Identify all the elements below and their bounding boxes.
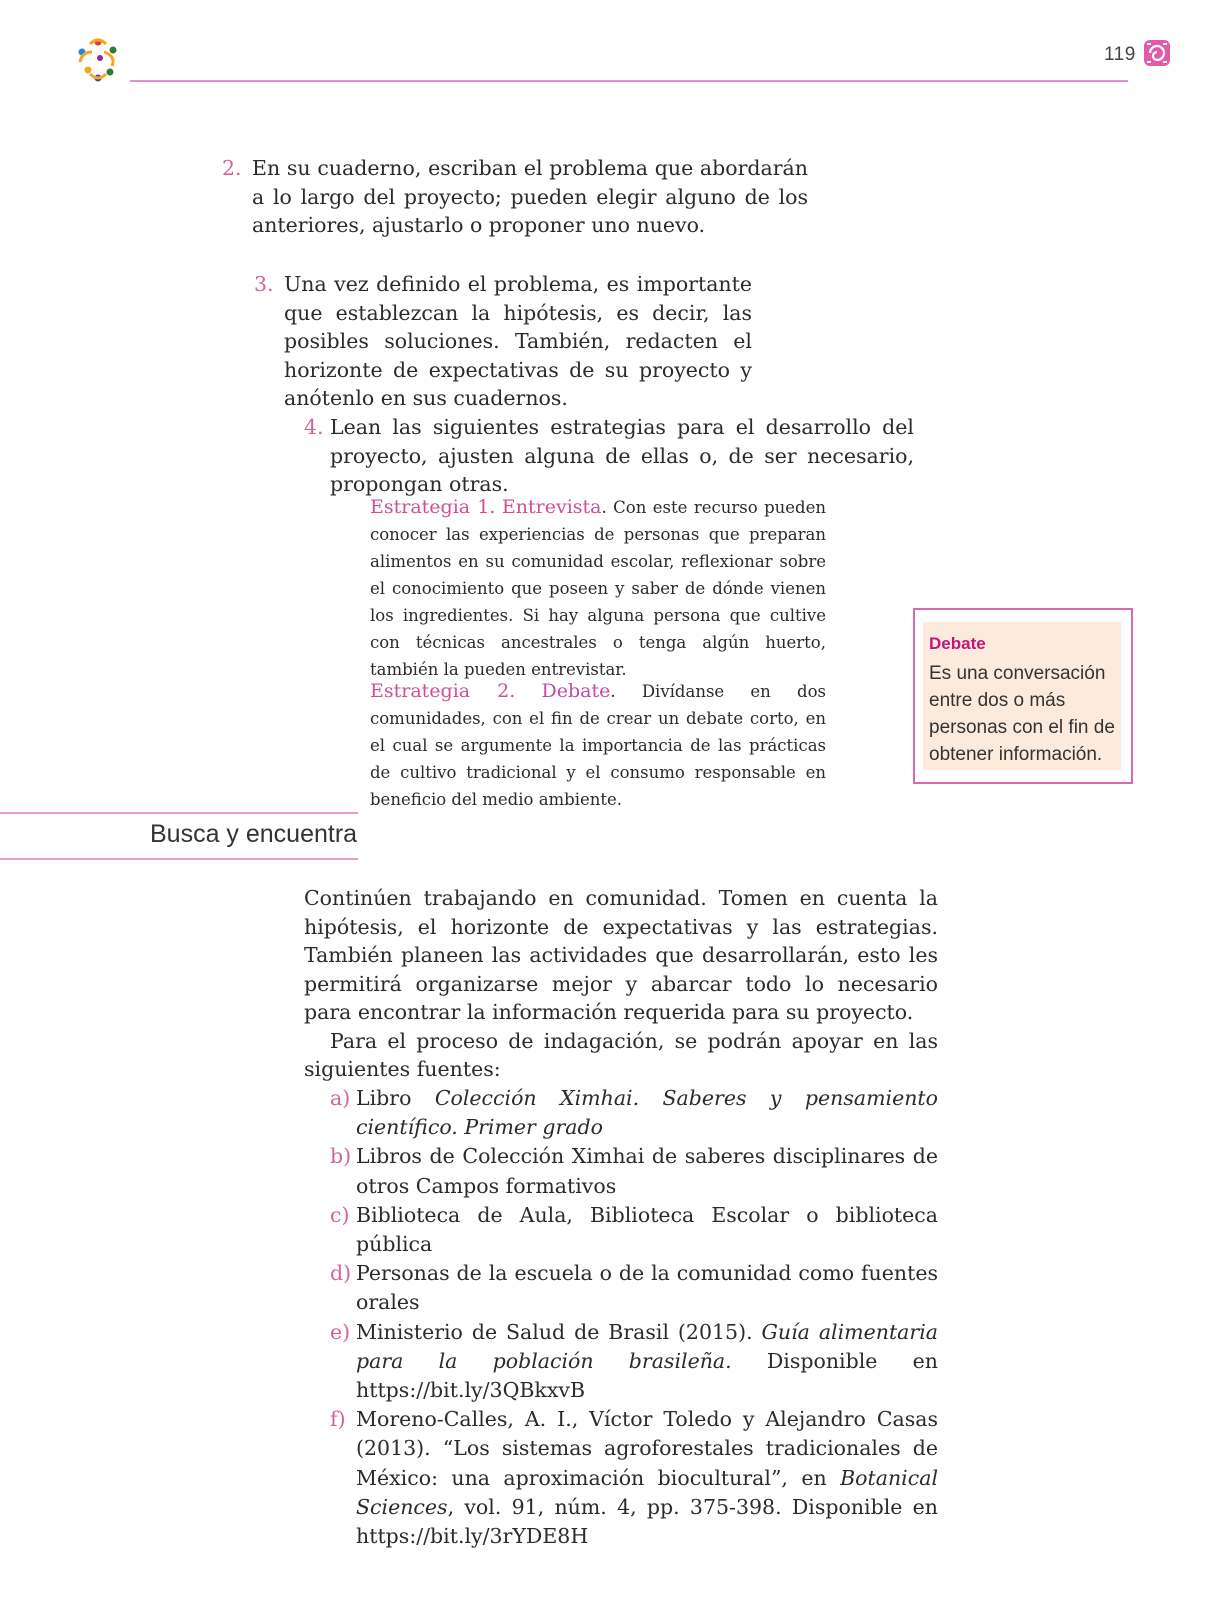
glossary-box (913, 608, 1133, 784)
body-paragraph: Para el proceso de indagación, se podrán apoyar en las siguientes fuentes: (304, 1028, 938, 1081)
item-number: 2. (222, 156, 242, 180)
source-text: Libros de Colección Ximhai de saberes disciplinares de otros Campos formativos (356, 1144, 938, 1198)
list-letter: a) (330, 1086, 351, 1110)
source-italic: Guía alimentaria para la población brasileña. (356, 1319, 938, 1373)
source-text-post: Disponible en https://bit.ly/3QBkxvB (356, 1348, 938, 1403)
strategy-2 (370, 678, 826, 813)
section-title: Busca y encuentra (150, 820, 358, 848)
list-letter: b) (330, 1144, 352, 1169)
section-rule-top (0, 812, 358, 814)
list-item (330, 1318, 938, 1406)
source-text: Libro (356, 1086, 435, 1110)
section-rule-bottom (0, 858, 358, 860)
strategy-text: . Con este recurso pueden conocer las experiencias de personas que preparan alimentos en su comunidad escolar, reflexionar sobre el conocimiento que poseen y saber de dónde vienen los ingredientes. Si hay alguna persona que cultive con técnicas ancestrales o tenga algún huerto, también la pueden entrevistar. (370, 498, 826, 679)
logo-icon (72, 34, 126, 84)
item-number: 4. (304, 415, 324, 439)
item-text: Lean las siguientes estrategias para el desarrollo del proyecto, ajusten alguna de ellas o, de ser necesario, propongan otras. (330, 415, 914, 496)
source-text: Ministerio de Salud de Brasil (2015). (356, 1319, 762, 1344)
header-rule (130, 80, 1128, 82)
numbered-item-3 (254, 270, 752, 413)
source-text-post: , vol. 91, núm. 4, pp. 375-398. Disponible en https://bit.ly/3rYDE8H (356, 1494, 938, 1549)
strategy-name: Debate (541, 680, 611, 702)
strategy-label: Estrategia 1. (370, 496, 496, 518)
strategy-label: Estrategia 2. (370, 680, 516, 702)
numbered-item-4 (304, 413, 914, 499)
glossary-term: Debate (929, 634, 986, 653)
source-text: Biblioteca de Aula, Biblioteca Escolar o biblioteca pública (356, 1202, 938, 1257)
sources-list (330, 1084, 938, 1551)
body-paragraph: Continúen trabajando en comunidad. Tomen en cuenta la hipótesis, el horizonte de expectativas y las estrategias. También planeen las actividades que desarrollarán, esto les permitirá organizarse mejor y abarcar todo lo necesario para encontrar la información requerida para su proyecto. (304, 886, 938, 1024)
page-number: 119 (1104, 44, 1136, 65)
glossary-definition: Es una conversación entre dos o más personas con el fin de obtener información. (929, 663, 1115, 765)
strategy-name: Entrevista (501, 496, 602, 518)
list-item (330, 1142, 938, 1200)
list-item (330, 1084, 938, 1142)
body-text (304, 884, 938, 1084)
source-text: Moreno-Calles, A. I., Víctor Toledo y Alejandro Casas (2013). “Los sistemas agroforestales tradicionales de México: una aproximación biocultural”, en (356, 1407, 938, 1490)
item-number: 3. (254, 272, 274, 296)
strategy-1 (370, 494, 826, 683)
decorative-glyph-icon (1142, 38, 1172, 68)
glossary-inner (923, 622, 1121, 770)
item-text: En su cuaderno, escriban el problema que abordarán a lo largo del proyecto; pueden elegir alguno de los anteriores, ajustarlo o proponer uno nuevo. (252, 156, 808, 237)
list-letter: c) (330, 1202, 350, 1227)
list-item (330, 1201, 938, 1259)
list-item (330, 1405, 938, 1551)
item-text: Una vez definido el problema, es importante que establezcan la hipótesis, es decir, las posibles soluciones. También, redacten el horizonte de expectativas de su proyecto y anótenlo en sus cuadernos. (284, 272, 752, 410)
list-letter: e) (330, 1319, 351, 1344)
list-item (330, 1259, 938, 1317)
source-italic: Botanical Sciences (356, 1465, 938, 1519)
source-italic: Colección Ximhai. Saberes y pensamiento científico. Primer grado (356, 1086, 938, 1140)
strategy-text: . Divídanse en dos comunidades, con el fin de crear un debate corto, en el cual se argumente la importancia de las prácticas de cultivo tradicional y el consumo responsable en beneficio del medio ambiente. (370, 682, 827, 809)
numbered-item-2 (222, 154, 808, 240)
list-letter: d) (330, 1261, 352, 1286)
source-text: Personas de la escuela o de la comunidad como fuentes orales (356, 1261, 938, 1315)
list-letter: f) (330, 1407, 346, 1432)
